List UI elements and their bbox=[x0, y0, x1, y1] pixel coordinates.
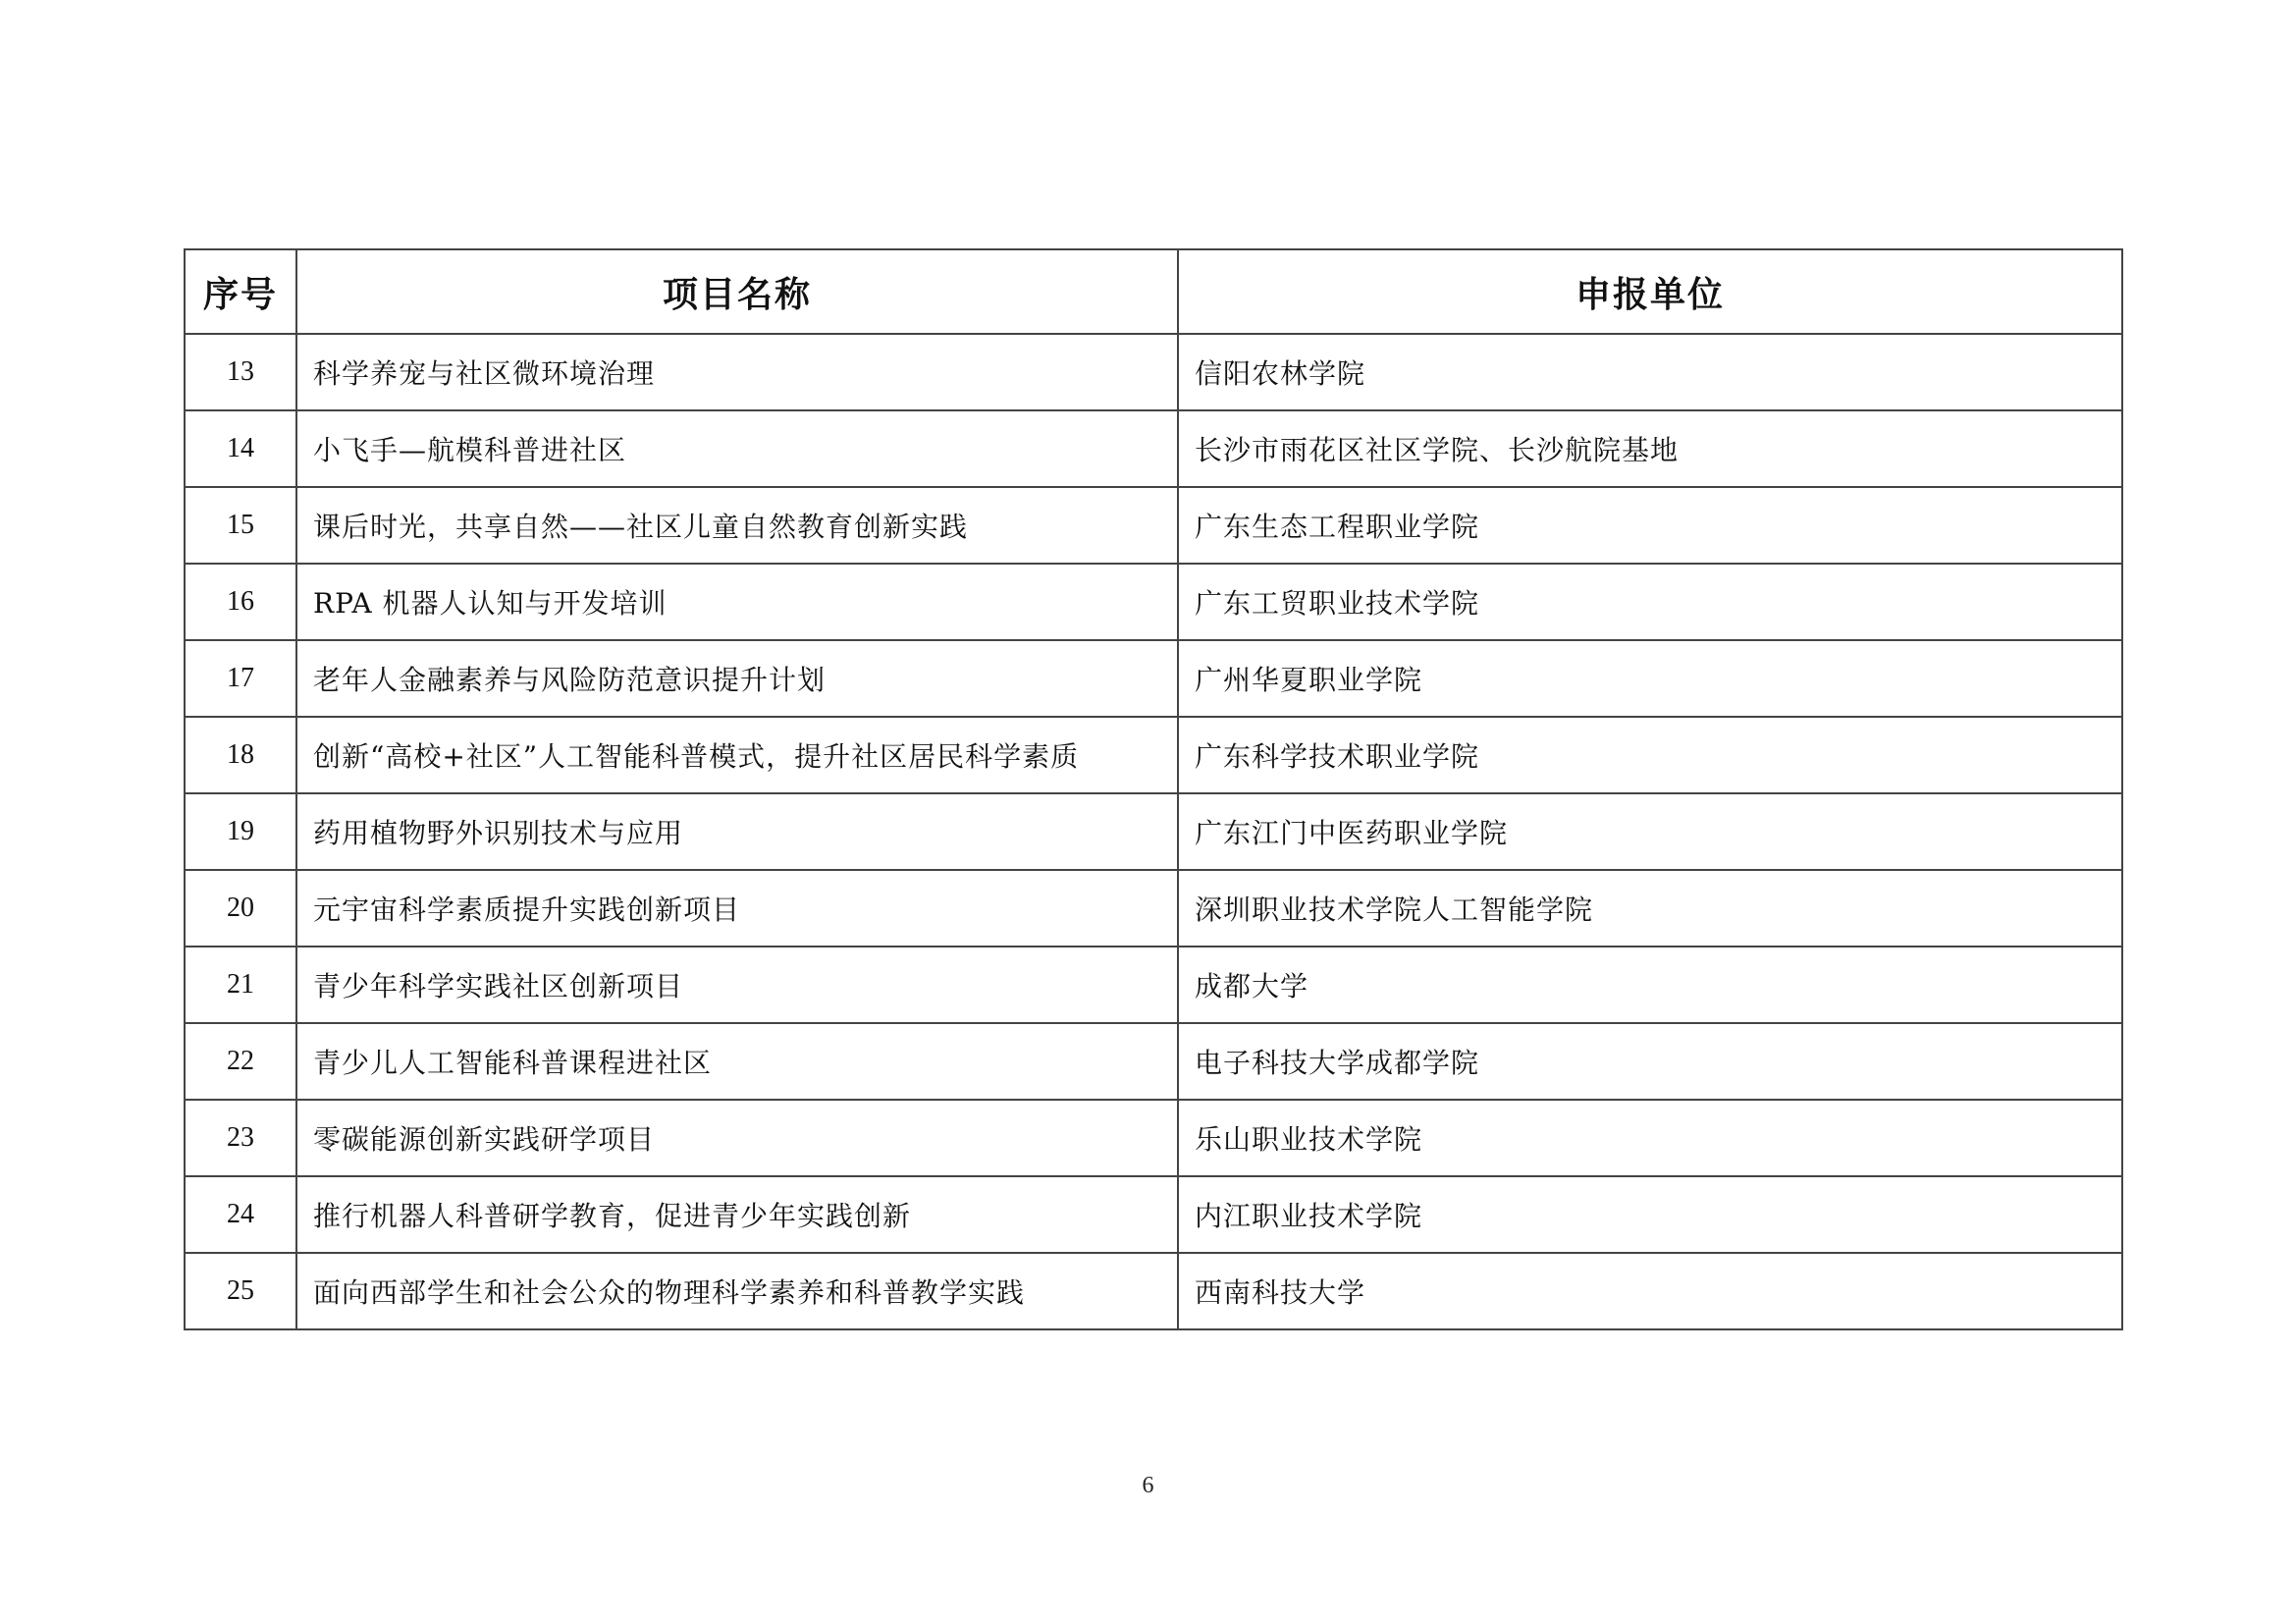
header-project-name: 项目名称 bbox=[296, 249, 1178, 334]
row-applicant-unit: 广东工贸职业技术学院 bbox=[1178, 564, 2122, 640]
row-serial-number: 25 bbox=[185, 1253, 296, 1329]
row-project-name: RPA 机器人认知与开发培训 bbox=[296, 564, 1178, 640]
table-row bbox=[185, 947, 2122, 1023]
table-row bbox=[185, 793, 2122, 870]
row-serial-number: 17 bbox=[185, 640, 296, 717]
row-project-name: 元宇宙科学素质提升实践创新项目 bbox=[296, 870, 1178, 947]
row-project-name: 科学养宠与社区微环境治理 bbox=[296, 334, 1178, 410]
row-applicant-unit: 内江职业技术学院 bbox=[1178, 1176, 2122, 1253]
table-row bbox=[185, 487, 2122, 564]
row-project-name: 药用植物野外识别技术与应用 bbox=[296, 793, 1178, 870]
row-serial-number: 15 bbox=[185, 487, 296, 564]
row-project-name: 课后时光，共享自然——社区儿童自然教育创新实践 bbox=[296, 487, 1178, 564]
table-row bbox=[185, 564, 2122, 640]
table-row bbox=[185, 717, 2122, 793]
table-row bbox=[185, 410, 2122, 487]
row-applicant-unit: 长沙市雨花区社区学院、长沙航院基地 bbox=[1178, 410, 2122, 487]
row-applicant-unit: 西南科技大学 bbox=[1178, 1253, 2122, 1329]
row-serial-number: 19 bbox=[185, 793, 296, 870]
table-row bbox=[185, 640, 2122, 717]
row-serial-number: 14 bbox=[185, 410, 296, 487]
row-project-name: 创新“高校+社区”人工智能科普模式，提升社区居民科学素质 bbox=[296, 717, 1178, 793]
row-project-name: 青少儿人工智能科普课程进社区 bbox=[296, 1023, 1178, 1100]
table-row bbox=[185, 1100, 2122, 1176]
row-serial-number: 23 bbox=[185, 1100, 296, 1176]
table-header-row bbox=[185, 249, 2122, 334]
row-applicant-unit: 广东生态工程职业学院 bbox=[1178, 487, 2122, 564]
table-row bbox=[185, 1253, 2122, 1329]
row-serial-number: 22 bbox=[185, 1023, 296, 1100]
table-row bbox=[185, 334, 2122, 410]
row-project-name: 青少年科学实践社区创新项目 bbox=[296, 947, 1178, 1023]
table-row bbox=[185, 1023, 2122, 1100]
row-applicant-unit: 成都大学 bbox=[1178, 947, 2122, 1023]
project-table bbox=[184, 248, 2123, 1330]
row-project-name: 老年人金融素养与风险防范意识提升计划 bbox=[296, 640, 1178, 717]
row-serial-number: 20 bbox=[185, 870, 296, 947]
table-row bbox=[185, 870, 2122, 947]
row-serial-number: 16 bbox=[185, 564, 296, 640]
page-number: 6 bbox=[1142, 1473, 1154, 1498]
row-serial-number: 18 bbox=[185, 717, 296, 793]
row-project-name: 面向西部学生和社会公众的物理科学素养和科普教学实践 bbox=[296, 1253, 1178, 1329]
header-applicant-unit: 申报单位 bbox=[1178, 249, 2122, 334]
row-applicant-unit: 广州华夏职业学院 bbox=[1178, 640, 2122, 717]
row-serial-number: 13 bbox=[185, 334, 296, 410]
row-applicant-unit: 信阳农林学院 bbox=[1178, 334, 2122, 410]
row-applicant-unit: 深圳职业技术学院人工智能学院 bbox=[1178, 870, 2122, 947]
row-applicant-unit: 电子科技大学成都学院 bbox=[1178, 1023, 2122, 1100]
table-row bbox=[185, 1176, 2122, 1253]
row-serial-number: 24 bbox=[185, 1176, 296, 1253]
row-applicant-unit: 广东科学技术职业学院 bbox=[1178, 717, 2122, 793]
header-serial-number: 序号 bbox=[185, 249, 296, 334]
row-project-name: 零碳能源创新实践研学项目 bbox=[296, 1100, 1178, 1176]
row-applicant-unit: 乐山职业技术学院 bbox=[1178, 1100, 2122, 1176]
row-project-name: 推行机器人科普研学教育，促进青少年实践创新 bbox=[296, 1176, 1178, 1253]
row-serial-number: 21 bbox=[185, 947, 296, 1023]
row-project-name: 小飞手—航模科普进社区 bbox=[296, 410, 1178, 487]
row-applicant-unit: 广东江门中医药职业学院 bbox=[1178, 793, 2122, 870]
